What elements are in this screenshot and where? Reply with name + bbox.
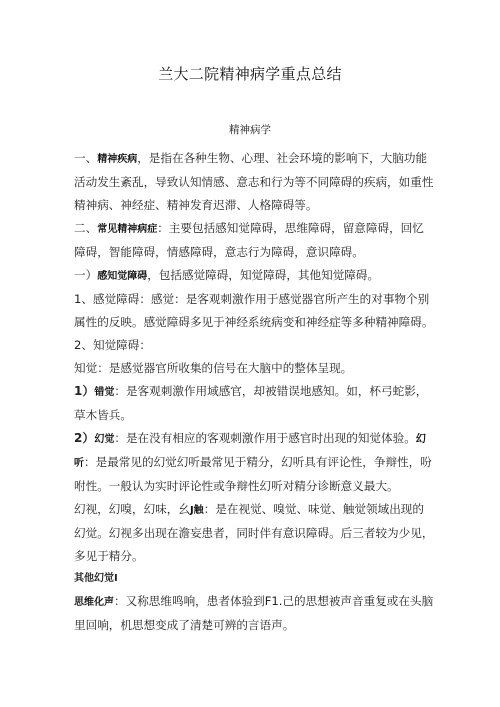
paragraph-text: ：又称思维鸣响，患者体验到F1.己的思想被声音重复或在头脑里回响，机思想变成了清楚可辨的言语声。: [74, 594, 434, 632]
paragraph-common-symptoms: [74, 217, 434, 264]
list-prefix: 二、: [74, 221, 98, 235]
paragraph-text: ：是客观刺激作用域感官，却被错误地感知。如，杯弓蛇影，草木皆兵。: [74, 384, 428, 422]
paragraph-text: ：是在没有相应的客观刺激作用于感官时出现的知觉体验。: [114, 431, 416, 445]
list-prefix: 一、: [74, 151, 98, 165]
term-illusion: 错觉: [94, 387, 115, 398]
term-tactile: J触: [189, 505, 204, 516]
paragraph-text: 幻视，幻嗅，幻味，幺: [74, 502, 190, 516]
section-title: 精神病学: [229, 124, 271, 136]
term-common-symptoms: 常见精神病症: [97, 224, 158, 235]
paragraph-illusion: [74, 380, 434, 427]
paragraph-perception-disorders: [74, 264, 434, 288]
paragraph-other-hallucinations: [74, 498, 434, 568]
paragraph-perception-definition: 知觉：是感觉器官所收集的信号在大脑中的整体呈现。: [74, 361, 353, 375]
term-hallucination: 幻觉: [94, 434, 115, 445]
paragraph-text: ，包括感觉障碍，知觉障碍，其他知觉障碍。: [147, 268, 380, 282]
paragraph-perception-disorder-heading: 2、知觉障碍：: [74, 338, 151, 352]
paragraph-thought-echo: [74, 590, 434, 637]
document-body: [74, 147, 434, 637]
term-perception-disorders: 感知觉障碍: [97, 271, 148, 282]
list-prefix: 1）: [74, 384, 95, 398]
term-mental-illness: 精神疾病: [97, 154, 138, 165]
paragraph-other-hallucination-heading: 其他幻觉I: [74, 573, 118, 584]
paragraph-text: ：是最常见的幻觉幻听最常见于精分，幻听具有评论性，争辩性，吩咐性。一般认为实时评论性或争辩性幻听对精分诊断意义最大。: [74, 455, 432, 493]
term-thought-echo: 思维化声: [74, 597, 114, 608]
paragraph-hallucination: [74, 427, 434, 498]
term-auditory-hallucination: 幻听: [74, 434, 426, 469]
list-prefix: 一）: [74, 268, 98, 282]
paragraph-mental-illness: [74, 147, 434, 217]
paragraph-sensation-disorder: 1、感觉障碍：感觉：是客观刺激作用于感觉器官所产生的对事物个别属性的反映。感觉障碍多见于神经系统病变和神经症等多种精神障碍。: [74, 292, 434, 329]
list-prefix: 2）: [74, 431, 95, 445]
paragraph-text: ：是在视觉、嗅觉、味觉、触觉领域出现的幻觉。幻视多出现在澹妄患者，同时伴有意识障碍。后三者较为少见，多见于精分。: [74, 502, 434, 563]
document-title: 兰大二院精神病学重点总结: [158, 65, 342, 83]
paragraph-text: ：主要包括感知觉障碍，思维障碍，留意障碍，回忆障碍，智能障碍，情感障碍，意志行为障碍，意识障碍。: [74, 221, 424, 259]
paragraph-text: ，是指在各种生物、心理、社会环境的影响下，大脑功能活动发生紊乱，导致认知情感、意志和行为等不同障碍的疾病，如重性精神病、神经症、精神发育迟滞、人格障碍等。: [74, 151, 434, 212]
